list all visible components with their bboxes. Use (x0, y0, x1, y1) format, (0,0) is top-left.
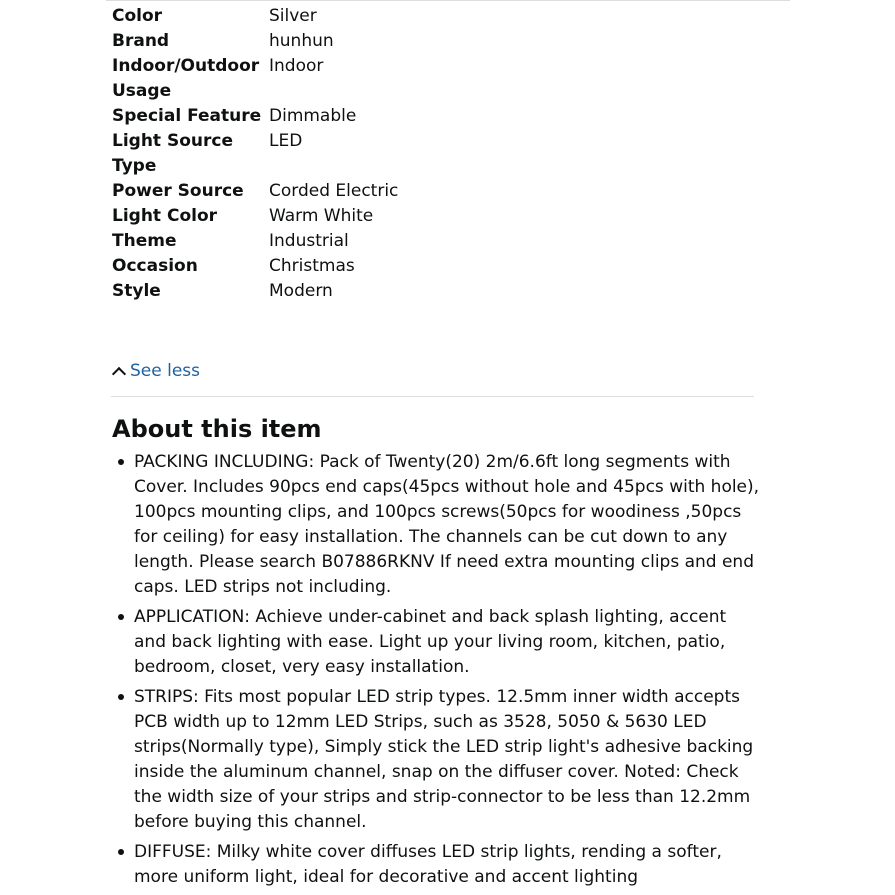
spec-key: Light Color (112, 206, 218, 226)
top-divider (106, 0, 790, 1)
about-this-item-heading: About this item (112, 415, 322, 443)
spec-key: Power Source (112, 181, 244, 201)
spec-row-light-source-type (112, 129, 772, 179)
list-item (112, 605, 762, 680)
list-item (112, 685, 762, 835)
bullet-dot-icon (118, 849, 124, 855)
see-less-label: See less (130, 361, 201, 381)
bullet-dot-icon (118, 459, 124, 465)
spec-row-occasion (112, 254, 772, 279)
bullet-text: APPLICATION: Achieve under-cabinet and back splash lighting, accent and back lighting with ease. Light up your living room, kitchen, patio, bedroom, closet, very easy installation. (134, 607, 727, 677)
spec-key: Color (112, 6, 163, 26)
spec-key: Special Feature (112, 106, 262, 126)
spec-key: Style (112, 281, 161, 301)
spec-value: Indoor (269, 56, 324, 76)
bullet-text: PACKING INCLUDING: Pack of Twenty(20) 2m/6.6ft long segments with Cover. Includes 90pcs end caps(45pcs without hole and 45pcs with hole), 100pcs mounting clips, and 100pcs screws(50pcs for woodiness ,50pcs for ceiling) for easy installation. The channels can be cut down to any length. Please search B07886RKNV If need extra mounting clips and end caps. LED strips not including. (134, 452, 760, 597)
see-less-link[interactable] (111, 359, 200, 383)
list-item (112, 840, 762, 890)
bullet-dot-icon (118, 614, 124, 620)
bullet-text: DIFFUSE: Milky white cover diffuses LED strip lights, rending a softer, more uniform light, ideal for decorative and accent lighting (134, 842, 722, 887)
spec-value: Corded Electric (269, 181, 399, 201)
spec-key: Indoor/Outdoor Usage (112, 56, 260, 101)
spec-value: hunhun (269, 31, 334, 51)
spec-value: Silver (269, 6, 317, 26)
spec-row-power-source (112, 179, 772, 204)
spec-value: Warm White (269, 206, 374, 226)
spec-value: LED (269, 131, 303, 151)
bullet-text: STRIPS: Fits most popular LED strip types. 12.5mm inner width accepts PCB width up to 12mm LED Strips, such as 3528, 5050 & 5630 LED strips(Normally type), Simply stick the LED strip light's adhesive backing inside the aluminum channel, snap on the diffuser cover. Noted: Check the width size of your strips and strip-connector to be less than 12.2mm before buying this channel. (134, 687, 754, 832)
spec-row-special-feature (112, 104, 772, 129)
chevron-up-icon (112, 367, 126, 381)
list-item (112, 450, 762, 600)
spec-value: Modern (269, 281, 333, 301)
spec-key: Light Source Type (112, 131, 233, 176)
about-bullet-list (112, 450, 762, 895)
spec-key: Theme (112, 231, 177, 251)
section-divider (111, 396, 754, 397)
spec-row-color (112, 4, 772, 29)
product-specs-table (112, 4, 772, 304)
bullet-dot-icon (118, 694, 124, 700)
spec-value: Industrial (269, 231, 349, 251)
spec-row-light-color (112, 204, 772, 229)
spec-row-style (112, 279, 772, 304)
spec-row-theme (112, 229, 772, 254)
spec-value: Dimmable (269, 106, 357, 126)
spec-row-usage (112, 54, 772, 104)
spec-row-brand (112, 29, 772, 54)
spec-value: Christmas (269, 256, 355, 276)
spec-key: Brand (112, 31, 170, 51)
spec-key: Occasion (112, 256, 198, 276)
